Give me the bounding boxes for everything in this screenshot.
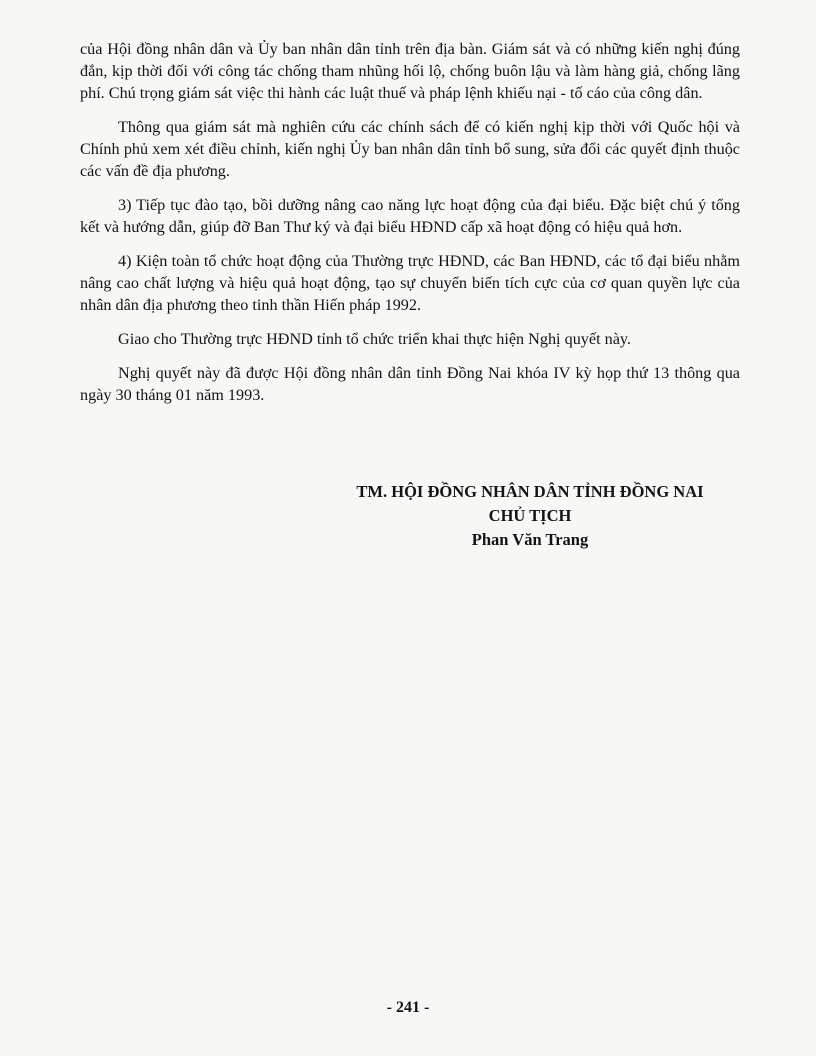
signature-block [290, 480, 770, 552]
page-number: - 241 - [386, 999, 430, 1016]
signature-title: CHỦ TỊCH [488, 506, 572, 525]
paragraph-item-3: 3) Tiếp tục đào tạo, bồi dưỡng nâng cao năng lực hoạt động của đại biểu. Đặc biệt chú ý tổng kết và hướng dẫn, giúp đỡ Ban Thư ký và đại biểu HĐND cấp xã hoạt động có hiệu quả hơn. [80, 196, 740, 236]
document-body [80, 38, 740, 418]
paragraph-assignment: Giao cho Thường trực HĐND tỉnh tổ chức triển khai thực hiện Nghị quyết này. [118, 330, 631, 348]
paragraph-policy-research: Thông qua giám sát mà nghiên cứu các chính sách để có kiến nghị kịp thời với Quốc hội và Chính phủ xem xét điều chỉnh, kiến nghị Ủy ban nhân dân tỉnh bổ sung, sửa đổi các quyết định thuộc các vấn đề địa phương. [80, 118, 740, 180]
signature-name: Phan Văn Trang [471, 530, 589, 549]
paragraph-supervision: của Hội đồng nhân dân và Ủy ban nhân dân tỉnh trên địa bàn. Giám sát và có những kiến nghị đúng đắn, kịp thời đối với công tác chống tham nhũng hối lộ, chống buôn lậu và làm hàng giả, chống lãng phí. Chú trọng giám sát việc thi hành các luật thuế và pháp lệnh khiếu nại - tố cáo của công dân. [80, 40, 740, 102]
paragraph-adoption: Nghị quyết này đã được Hội đồng nhân dân tỉnh Đồng Nai khóa IV kỳ họp thứ 13 thông qua ngày 30 tháng 01 năm 1993. [80, 364, 740, 404]
signature-organization: TM. HỘI ĐỒNG NHÂN DÂN TỈNH ĐỒNG NAI [356, 482, 704, 501]
paragraph-item-4: 4) Kiện toàn tổ chức hoạt động của Thường trực HĐND, các Ban HĐND, các tổ đại biểu nhằm nâng cao chất lượng và hiệu quả hoạt động, tạo sự chuyển biến tích cực của cơ quan quyền lực của nhân dân địa phương theo tinh thần Hiến pháp 1992. [80, 252, 740, 314]
